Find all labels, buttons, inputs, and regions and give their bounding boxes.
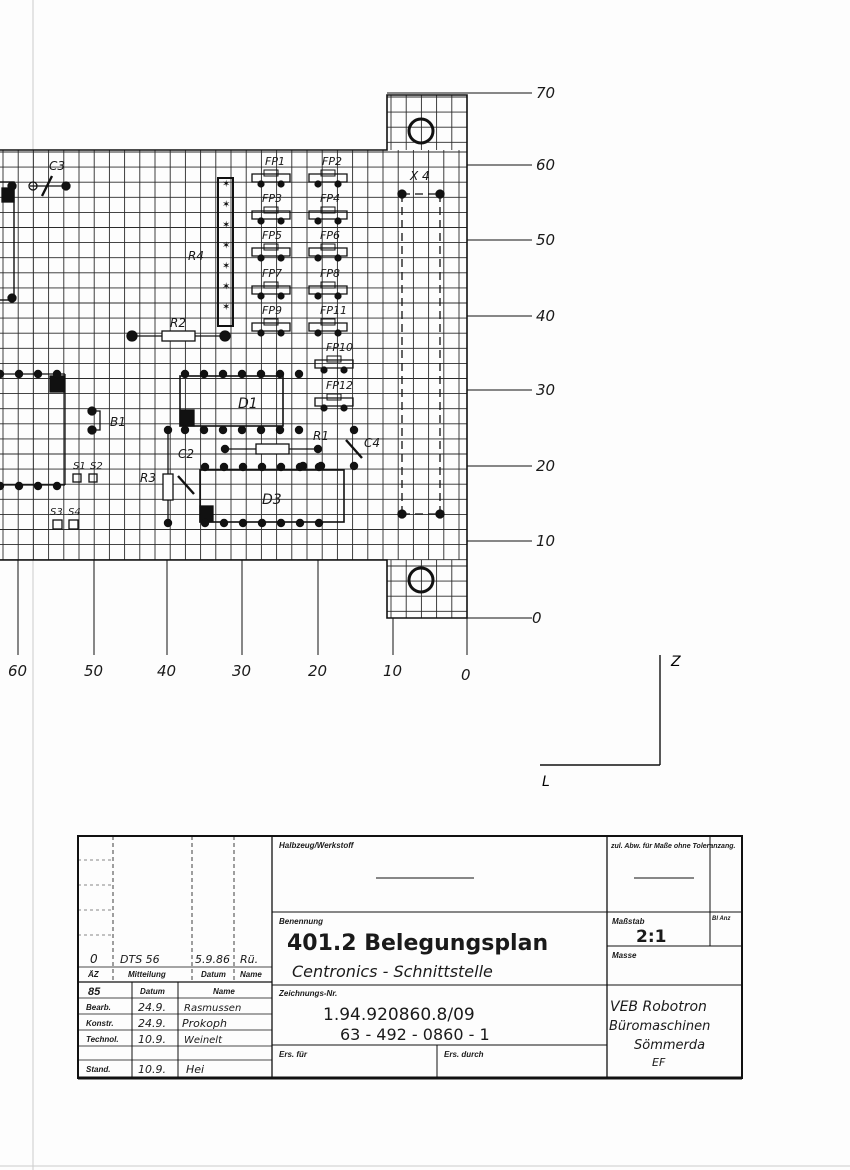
s3-pad [53,520,62,529]
pad [127,331,137,341]
halbzeug-label: Halbzeug/Werkstoff [279,841,354,850]
fp-jumper-body [309,323,347,331]
pad [0,370,4,378]
z-tick-10: 10 [536,532,556,550]
label-r3: R3 [140,471,156,485]
pad [276,426,284,434]
pad [34,370,42,378]
role-stand: Stand. [86,1065,111,1074]
fp-jumper-bridge [264,319,278,325]
fp-jumper-bridge [264,282,278,288]
benennung-label: Benennung [279,917,323,926]
fp-jumper-bridge [264,244,278,250]
pad [88,426,96,434]
fp-jumper-bridge [327,356,341,362]
zeichnungs-nr-1: 1.94.920860.8/09 [323,1005,475,1025]
role-85: 85 [88,986,101,998]
rev-az: 0 [90,952,98,966]
benennung-line-2: Centronics - Schnittstelle [292,962,493,981]
fp-jumper-body [252,323,290,331]
pad [295,426,303,434]
pad [398,510,406,518]
label-x4: X 4 [410,169,430,183]
rev-name: Rü. [240,953,259,966]
zeichnungs-nr-2: 63 - 492 - 0860 - 1 [340,1025,490,1044]
konstr-datum: 24.9. [138,1017,166,1030]
ers-fuer-label: Ers. für [279,1050,308,1059]
label-b1: B1 [110,415,126,429]
pad [314,254,321,261]
datum-col-label: Datum [140,987,165,996]
label-c4: C4 [364,436,381,450]
pad [257,217,264,224]
label-fp4: FP4 [320,192,340,205]
technol-datum: 10.9. [138,1033,166,1046]
pad [201,463,209,471]
pad [200,370,208,378]
axis-l-label: L [542,774,550,790]
role-konstr: Konstr. [86,1019,114,1028]
label-fp6: FP6 [320,229,340,242]
x-tick-30: 30 [232,662,252,680]
z-tick-20: 20 [536,457,556,475]
pad [277,180,284,187]
pad [277,217,284,224]
fp-jumper-bridge [321,244,335,250]
pad [257,329,264,336]
az-label: ÄZ [88,970,99,979]
pad [88,407,96,415]
rev-mitteilung: DTS 56 [120,953,160,966]
pad [436,190,444,198]
massstab-value: 2:1 [636,927,667,947]
pad [15,370,23,378]
z-tick-60: 60 [536,156,556,174]
pad [277,329,284,336]
mitteilung-label: Mitteilung [128,970,166,979]
label-s4: S4 [68,507,81,518]
d1-body [180,376,283,426]
pad [181,426,189,434]
s2-pad [89,474,97,482]
label-d1: D1 [238,396,258,412]
role-technol: Technol. [86,1035,119,1044]
company-line-3: Sömmerda [634,1038,706,1053]
label-r2: R2 [170,316,186,330]
pad [8,182,16,190]
company-line-2: Büromaschinen [609,1019,711,1034]
pad [53,370,61,378]
pad [8,294,16,302]
x-tick-50: 50 [84,662,104,680]
name-col-label: Name [213,987,235,996]
pad [436,510,444,518]
x-tick-40: 40 [157,662,177,680]
pad [314,292,321,299]
pad [334,254,341,261]
pad [314,217,321,224]
z-tick-50: 50 [536,231,556,249]
pad [239,463,247,471]
pad [257,180,264,187]
pad [277,463,285,471]
pad [200,426,208,434]
pad [340,404,347,411]
pad [277,519,285,527]
component-grid [0,95,467,618]
label-fp3: FP3 [262,192,282,205]
axis-indicator [540,655,660,765]
pad [257,370,265,378]
pad [220,463,228,471]
r4-pin-mark: ✶ [222,302,231,313]
pad [350,426,358,434]
pad [220,519,228,527]
bearb-datum: 24.9. [138,1001,166,1014]
c2-body [178,476,194,494]
zul-abw-text: zul. Abw. für Maße ohne Toleranzang. [611,843,736,850]
pad [317,462,325,470]
pad [181,370,189,378]
label-fp8: FP8 [320,267,340,280]
label-fp7: FP7 [262,267,282,280]
x4-connector-outline [402,194,440,514]
benennung-line-1: 401.2 Belegungsplan [287,931,549,956]
pad [257,426,265,434]
r4-pin-mark: ✶ [222,281,231,293]
pad [350,462,358,470]
zeichnungs-label: Zeichnungs-Nr. [279,989,338,998]
pad [258,463,266,471]
label-s2: S2 [90,461,103,472]
pad [314,180,321,187]
label-c2: C2 [178,447,195,461]
pad [15,482,23,490]
label-fp12: FP12 [326,379,353,392]
fp-jumper-body [309,286,347,294]
pad [201,519,209,527]
r1-body [256,444,289,454]
label-fp10: FP10 [326,341,353,354]
role-bearb: Bearb. [86,1003,111,1012]
masse-label: Masse [612,951,637,960]
fp-jumper-bridge [321,170,335,176]
z-tick-70: 70 [536,84,556,102]
pad [320,404,327,411]
konstr-name: Prokoph [182,1017,227,1030]
datum-label: Datum [201,970,226,979]
pad [334,292,341,299]
pad [334,180,341,187]
ers-durch-label: Ers. durch [444,1050,484,1059]
label-s1: S1 [73,461,86,472]
pad [34,482,42,490]
label-r4: R4 [188,249,204,263]
stand-datum: 10.9. [138,1063,166,1076]
pad [0,482,4,490]
pad [340,366,347,373]
stand-name: Hei [186,1063,205,1076]
r4-pin-mark: ✶ [222,179,231,190]
r2-body [162,331,195,341]
r4-pin-mark: ✶ [222,261,231,272]
label-fp2: FP2 [322,155,342,168]
d1-pin1 [180,410,194,426]
pad [219,426,227,434]
r4-pin-mark: ✶ [222,199,231,211]
pad [398,190,406,198]
fp-jumper-bridge [321,282,335,288]
axis-z-label: Z [671,654,681,670]
s1-pad [73,474,81,482]
pad [257,292,264,299]
r4-pin-mark: ✶ [222,240,231,252]
pad [320,366,327,373]
massstab-label: Maßstab [612,917,645,926]
fp-jumper-body [315,398,353,406]
pad [334,329,341,336]
r4-pin-mark: ✶ [222,220,231,231]
r3-body [163,474,173,500]
label-c3: C3 [49,159,66,173]
s4-pad [69,520,78,529]
name-label: Name [240,970,262,979]
pad [219,370,227,378]
x-tick-0: 0 [461,666,471,684]
pad [296,519,304,527]
pad [238,426,246,434]
pad [238,370,246,378]
label-s3: S3 [50,507,63,518]
board-outline [0,95,467,618]
fp-jumper-body [252,286,290,294]
x-tick-20: 20 [308,662,328,680]
pad [277,292,284,299]
label-fp9: FP9 [262,304,282,317]
pad [62,182,70,190]
z-tick-30: 30 [536,381,556,399]
pad [299,462,307,470]
rev-datum: 5.9.86 [195,953,230,966]
pad [258,519,266,527]
fp-jumper-bridge [327,394,341,400]
label-d3: D3 [262,492,282,508]
pad [239,519,247,527]
pad [164,426,172,434]
fp-jumper-bridge [321,319,335,325]
company-line-1: VEB Robotron [610,999,707,1015]
bearb-name: Rasmussen [184,1003,242,1014]
technol-name: Weinelt [184,1035,223,1046]
fp-jumper-body [309,174,347,182]
fp-jumper-bridge [264,170,278,176]
pad [277,254,284,261]
fp-jumper-body [252,248,290,256]
fp-jumper-body [315,360,353,368]
pad [220,331,230,341]
x-tick-60: 60 [8,662,28,680]
c4-body [346,440,362,458]
z-tick-40: 40 [536,307,556,325]
z-dimension-lines [387,93,532,618]
bl-anz-label: Bl Anz [712,916,731,922]
pad [257,254,264,261]
pad [315,519,323,527]
pad [314,445,322,453]
label-fp5: FP5 [262,229,282,242]
label-fp1: FP1 [265,155,285,168]
fp-jumper-body [252,174,290,182]
x-tick-10: 10 [383,662,403,680]
label-fp11: FP11 [320,304,347,317]
pad [53,482,61,490]
label-r1: R1 [313,429,329,443]
pad [314,329,321,336]
ic-left-mid-pin1 [50,376,64,392]
company-line-4: EF [652,1056,666,1069]
pad [164,519,172,527]
z-tick-0: 0 [532,609,542,627]
pad [295,370,303,378]
zul-abw-label [610,843,736,850]
pad [221,445,229,453]
fp-jumper-body [309,248,347,256]
pad [334,217,341,224]
pad [276,370,284,378]
x-dimension-lines [18,560,467,655]
